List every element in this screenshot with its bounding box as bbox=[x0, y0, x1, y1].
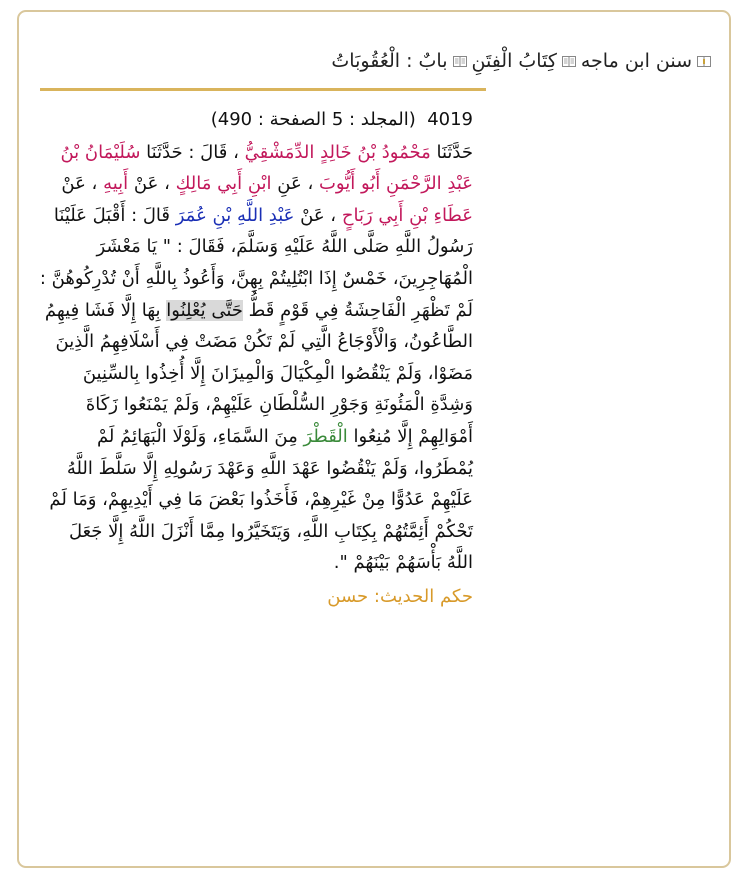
ruling-value: حسن bbox=[327, 585, 369, 607]
book-icon bbox=[453, 56, 467, 67]
text-segment: مِنَ السَّمَاءِ، وَلَوْلَا الْبَهَائِمُ لَمْ يُمْطَرُوا، وَلَمْ يَنْقُضُوا عَهْدَ اللَّهِ وَعَهْدَ رَسُولِهِ إِلَّا سَلَّطَ اللَّهُ عَلَيْهِمْ عَدُوًّا مِنْ غَيْرِهِمْ، فَأَخَذُوا بَعْضَ مَا فِي أَيْدِيهِمْ، وَمَا لَمْ تَحْكُمْ أَئِمَّتُهُمْ بِكِتَابِ اللَّهِ، وَيَتَخَيَّرُوا مِمَّا أَنْزَلَ اللَّهُ إِلَّا جَعَلَ اللَّهُ بَأْسَهُمْ بَيْنَهُمْ ". bbox=[49, 425, 473, 574]
hadith-meta bbox=[39, 104, 473, 136]
text-segment: حَدَّثَنَا bbox=[430, 141, 473, 163]
hadith-ruling bbox=[39, 581, 473, 613]
text-segment: ، عَنِ bbox=[271, 173, 319, 195]
text-segment: ، عَنْ bbox=[61, 173, 104, 195]
book-icon bbox=[562, 56, 576, 67]
narrator-link[interactable]: عَطَاءِ بْنِ أَبِي رَبَاحٍ bbox=[341, 204, 473, 226]
breadcrumb-section[interactable]: بابٌ : الْعُقُوبَاتُ bbox=[331, 50, 448, 72]
hadith-body bbox=[39, 104, 473, 613]
text-segment: ، عَنْ bbox=[294, 204, 342, 226]
companion-link[interactable]: عَبْدِ اللَّهِ بْنِ عُمَرَ bbox=[175, 204, 295, 226]
ruling-label: حكم الحديث: bbox=[373, 585, 473, 607]
highlighted-phrase: حَتَّى يُعْلِنُوا bbox=[166, 299, 243, 321]
text-segment: ، عَنْ bbox=[128, 173, 176, 195]
narrator-link[interactable]: سُلَيْمَانُ بْنُ عَبْدِ الرَّحْمَنِ أَبُو أَيُّوبَ bbox=[60, 141, 473, 195]
narrator-link[interactable]: ابْنِ أَبِي مَالِكٍ bbox=[175, 173, 272, 195]
header-divider bbox=[40, 88, 486, 91]
breadcrumb-chapter[interactable]: كِتَابُ الْفِتَنِ bbox=[471, 50, 557, 72]
breadcrumb-book[interactable]: سنن ابن ماجه bbox=[580, 50, 692, 72]
volume-page: (المجلد : 5 الصفحة : 490) bbox=[210, 109, 416, 130]
book-icon bbox=[697, 56, 711, 67]
narrator-link[interactable]: مَحْمُودُ بْنُ خَالِدٍ الدِّمَشْقِيُّ bbox=[244, 141, 431, 163]
text-segment: بِهَا إِلَّا فَشَا فِيهِمُ الطَّاعُونُ، وَالْأَوْجَاعُ الَّتِي لَمْ تَكُنْ مَضَتْ فِي أَسْلَافِهِمُ الَّذِينَ مَضَوْا، وَلَمْ يَنْقُصُوا الْمِكْيَالَ وَالْمِيزَانَ إِلَّا أُخِذُوا بِالسِّنِينَ وَشِدَّةِ الْمَئُونَةِ وَجَوْرِ السُّلْطَانِ عَلَيْهِمْ، وَلَمْ يَمْنَعُوا زَكَاةَ أَمْوَالِهِمْ إِلَّا مُنِعُوا bbox=[44, 299, 473, 447]
text-segment: قَالَ : أَقْبَلَ عَلَيْنَا رَسُولُ اللَّهِ صَلَّى اللَّهُ عَلَيْهِ وَسَلَّمَ، فَقَالَ : " يَا مَعْشَرَ الْمُهَاجِرِينَ، خَمْسٌ إِذَا ابْتُلِيتُمْ بِهِنَّ، وَأَعُوذُ بِاللَّهِ أَنْ تُدْرِكُوهُنَّ : لَمْ تَظْهَرِ الْفَاحِشَةُ فِي قَوْمٍ قَطُّ bbox=[39, 204, 473, 321]
hadith-number: 4019 bbox=[427, 109, 473, 130]
hadith-card bbox=[17, 10, 731, 868]
narrator-link[interactable]: أَبِيهِ bbox=[103, 173, 129, 195]
hadith-text bbox=[39, 137, 473, 579]
text-segment: ، قَالَ : حَدَّثَنَا bbox=[140, 141, 245, 163]
keyword-link[interactable]: الْقَطْرَ bbox=[303, 425, 348, 447]
breadcrumb bbox=[331, 50, 711, 72]
